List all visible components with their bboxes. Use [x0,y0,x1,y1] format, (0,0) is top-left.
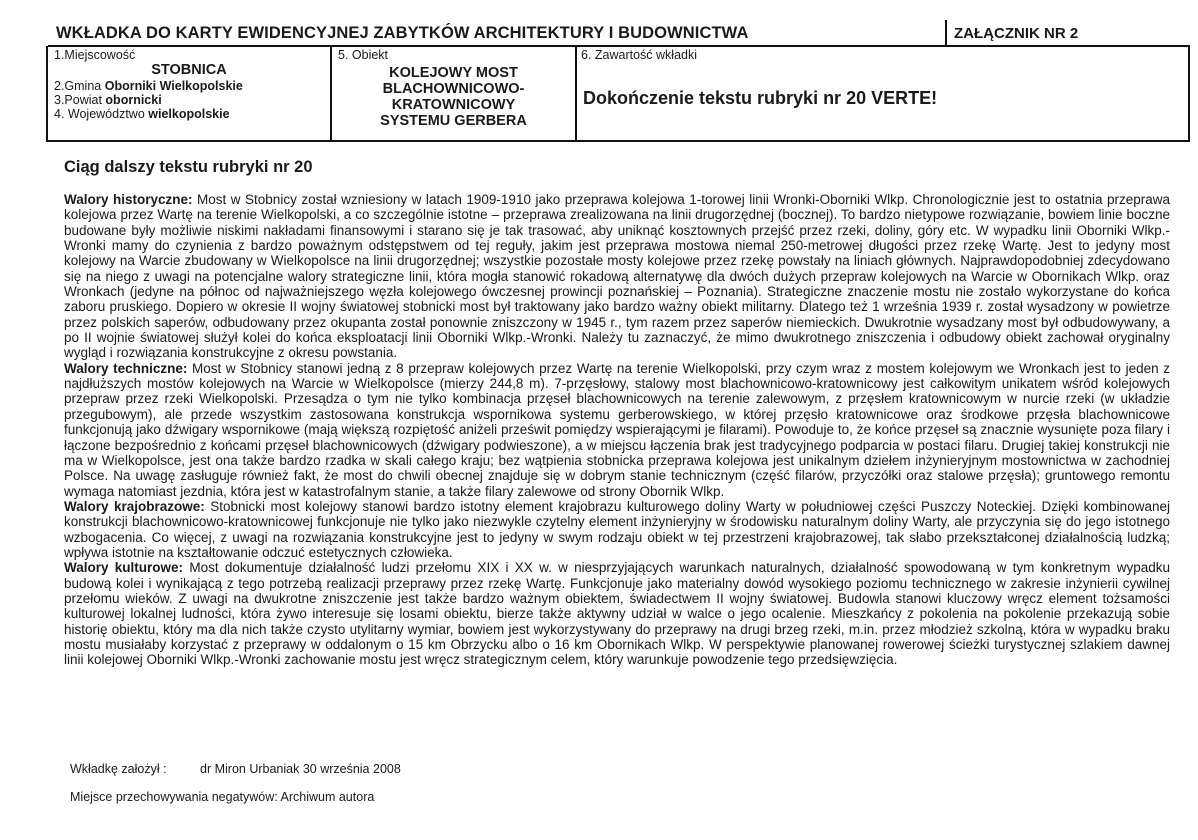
section-landscape [64,499,1170,560]
gmina-line [54,79,243,93]
header-divider [945,20,947,46]
powiat-value: obornicki [105,93,162,107]
voivodeship-label: 4. Województwo [54,107,149,121]
object-name-line: BLACHOWNICOWO- [382,81,525,97]
attachment-number: ZAŁĄCZNIK NR 2 [954,25,1079,42]
object-box [332,46,577,141]
object-label: 5. Obiekt [338,48,389,62]
object-name-line: SYSTEMU GERBERA [380,113,527,129]
negatives-storage: Miejsce przechowywania negatywów: Archiwum autora [70,790,375,804]
founder-value: dr Miron Urbaniak 30 września 2008 [200,762,401,776]
section-heading: Walory krajobrazowe: [64,498,205,514]
section-heading: Walory kulturowe: [64,560,184,576]
gmina-label: 2.Gmina [54,79,105,93]
locality-value: STOBNICA [151,62,227,78]
section-text: Most dokumentuje działalność ludzi przełomu XIX i XX w. w niesprzyjających warunkach naturalnych, działalność spowodowaną w tym konkretnym wypadku budową kolei i wynikającą z tego potrzebą realizacji przeprawy przez rzekę Wartę. Funkcjonuje jako materialny dowód wysokiego poziomu technicznego w zakresie inżynierii cywilnej przełomu wieków. Z uwagi na dwukrotne zniszczenie jest także bardzo ważnym obiektem, świadectwem II wojny światowej. Budowla stanowi kluczowy wręcz element tożsamości kulturowej lokalnej ludności, która żywo interesuje się losami obiektu, bierze także aktywny udział w walce o jego ocalenie. Mieszkańcy z pokolenia na pokolenie przekazują sobie historię obiektu, który ma dla nich także czysto utylitarny wymiar, bowiem jest wykorzystywany do przeprawy na drugi brzeg rzeki, m.in. przez młodzież szkolną, która w wypadku braku mostu musiałaby korzystać z przeprawy w oddalonym o 15 km Obrzycku albo o 16 km Obornikach Wlkp. W perspektywie planowanej rowerowej ścieżki turystycznej szlakiem dawnej linii kolejowej Oborniki Wlkp.-Wronki zachowanie mostu jest wręcz strategicznym celem, który warunkuje powodzenie tego przedsięwzięcia. [64,560,1170,668]
header-boxes-bottom-rule [46,140,1190,142]
section-heading: Walory techniczne: [64,360,188,376]
continuation-heading: Ciąg dalszy tekstu rubryki nr 20 [64,158,313,176]
voivodeship-line [54,107,230,121]
section-text: Most w Stobnicy został wzniesiony w latach 1909-1910 jako przeprawa kolejowa 1-torowej linii Wronki-Oborniki Wlkp. Chronologicznie jest to ostatnia przeprawa kolejowa przez Wartę na terenie Wielkopolski, a co szczególnie istotne – przeprawa zrealizowana na linii drugorzędnej (bocznej). To bardzo nietypowe rozwiązanie, bowiem linie boczne budowane były możliwie niskimi nakładami finansowymi i starano się je tak trasować, aby uniknąć kosztownych przejść przez rzeki, doliny, góry etc. W wypadku linii Oborniki Wlkp.-Wronki mamy do czynienia z bardzo poważnym odstępstwem od tej reguły, jakim jest przeprawa mostowa niemal 250-metrowej długości przez rzekę Wartę. Jest to jedyny most kolejowy na Warcie zbudowany w Wielkopolsce na linii drugorzędnej; wszystkie pozostałe mosty kolejowe przez rzekę powstały na liniach głównych. Najprawdopodobniej zdecydowano się na niego z uwagi na potencjalne walory strategiczne linii, która mogła stanowić rokadową alternatywę dla dwóch dużych przepraw kolejowych na Warcie w Obornikach Wlkp. oraz Wronkach (jedyne na północ od najważniejszego węzła kolejowego ówczesnej prowincji poznańskiej – Poznania). Strategiczne znaczenie mostu nie zostało wykorzystane do końca zaboru pruskiego. Dopiero w okresie II wojny światowej stobnicki most był traktowany jako bardzo ważny obiekt militarny. Dlatego też 1 września 1939 r. został wysadzony w powietrze przez polskich saperów, odbudowany przez okupanta został ponownie zniszczony w 1945 r., tym razem przez saperów niemieckich. Dwukrotnie wysadzany most był odbudowywany, a po II wojnie światowej służył kolei do końca eksploatacji linii Oborniki Wlkp.-Wronki. Należy tu zaznaczyć, że mimo dwukrotnego zniszczenia i odbudowy obiekt zachował oryginalny wygląd i rozwiązania konstrukcyjne z okresu powstania. [64,192,1170,361]
section-heading: Walory historyczne: [64,192,193,207]
section-historical [64,192,1170,361]
contents-value: Dokończenie tekstu rubryki nr 20 VERTE! [583,88,938,108]
powiat-label: 3.Powiat [54,93,106,107]
contents-label: 6. Zawartość wkładki [581,48,698,62]
document-title: WKŁADKA DO KARTY EWIDENCYJNEJ ZABYTKÓW ARCHITEKTURY I BUDOWNICTWA [56,24,749,42]
section-text: Most w Stobnicy stanowi jedną z 8 przepraw kolejowych przez Wartę na terenie Wielkopolski, przy czym wraz z mostem kolejowym we Wronkach jest to jeden z najdłuższych mostów kolejowych na Warcie w Wielkopolsce (mierzy 244,8 m). 7-przęsłowy, stalowy most blachownicowo-kratownicowy jest całkowitym unikatem wśród kolejowych przepraw przez rzeki Wielkopolski. Przesądza o tym nie tylko kombinacja przęseł blachownicowych na terenie zalewowym, z przęsłem kratownicowym w nurcie rzeki (w układzie przegubowym), ale przede wszystkim zastosowana konstrukcja wspornikowa systemu gerberowskiego, w której przęsło kratownicowe oraz środkowe przęsła blachownicowe funkcjonują jako dźwigary wspornikowe (mają większą rozpiętość aniżeli prześwit pomiędzy wspierającymi je filarami). Powoduje to, że końce przęseł są znacznie wysunięte poza filary i łączone bezpośrednio z końcami przęseł blachownicowych (dźwigary podwieszone), a w miejscu łączenia brak jest tradycyjnego podparcia w postaci filaru. Drugiej takiej konstrukcji nie ma w Wielkopolsce, jest ona także bardzo rzadka w skali całego kraju; bez wątpienia stobnicka przeprawa kolejowa jest unikalnym dziełem inżynieryjnym mostownictwa w zachodniej Polsce. Na uwagę zasługuje również fakt, że most do chwili obecnej znajduje się w dobrym stanie technicznym (część filarów, przyczółki oraz stalowe przęsła); gruntowego remontu wymaga natomiast jezdnia, która jest w katastrofalnym stanie, a także filary zalewowe od strony Obornik Wlkp. [64,360,1170,499]
section-cultural [64,560,1170,667]
founder-label: Wkładkę założył : [70,762,167,776]
voivodeship-value: wielkopolskie [148,107,230,121]
gmina-value: Oborniki Wielkopolskie [104,79,243,93]
locality-label: 1.Miejscowość [54,48,136,62]
contents-box [577,46,1190,141]
object-name [332,65,575,129]
section-text: Stobnicki most kolejowy stanowi bardzo istotny element krajobrazu kulturowego doliny Warty w południowej części Puszczy Noteckiej. Dzięki kombinowanej konstrukcji blachownicowo-kratownicowej funkcjonuje nie tylko jako niezwykle czytelny element inżynieryjny w środowisku naturalnym doliny Warty, ale przyczynia się do jego istotnego wzbogacenia. Co więcej, z uwagi na rozwiązania konstrukcyjne jest to jedyny w swym rodzaju obiekt w tej przestrzeni krajobrazowej, tak słabo przekształconej działalnością ludzką; wpływa istotnie na kształtowanie odczuć estetycznych człowieka. [64,498,1170,560]
object-name-line: KRATOWNICOWY [391,97,516,113]
section-technical [64,361,1170,499]
founder-line [70,762,401,776]
location-box [46,46,332,141]
object-name-line: KOLEJOWY MOST [389,65,518,81]
body-text [64,192,1170,668]
powiat-line [54,93,162,107]
